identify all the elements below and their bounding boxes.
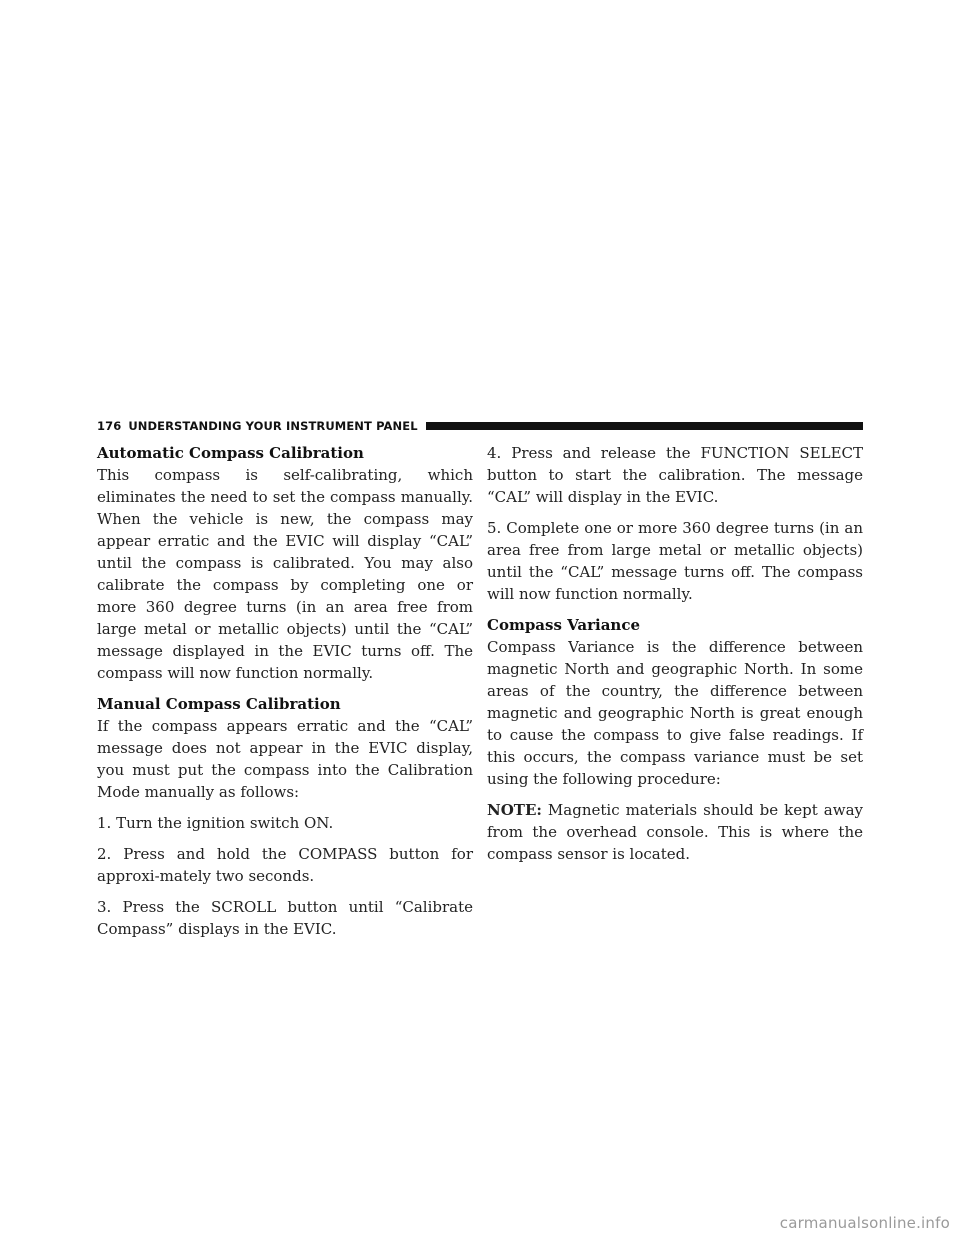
step-2: 2. Press and hold the COMPASS button for approxi-mately two seconds. (97, 845, 473, 885)
manual-calibration-heading: Manual Compass Calibration (97, 695, 341, 713)
page-header (97, 419, 863, 433)
left-column (97, 442, 473, 949)
compass-variance-paragraph: Compass Variance is the difference between magnetic North and geographic North. In some areas of the country, the difference between magnetic and geographic North is great enough to cause the compass to give false readings. If this occurs, the compass variance must be set using the following procedure: (487, 638, 863, 788)
manual-calibration-paragraph: If the compass appears erratic and the “CAL” message does not appear in the EVIC display, you must put the compass into the Calibration Mode manually as follows: (97, 717, 473, 801)
note-text: Magnetic materials should be kept away from the overhead console. This is where the compass sensor is located. (487, 801, 863, 863)
right-column (487, 442, 863, 874)
site-watermark: carmanualsonline.info (779, 1214, 950, 1232)
step-4: 4. Press and release the FUNCTION SELECT button to start the calibration. The message “CAL” will display in the EVIC. (487, 444, 863, 506)
note-paragraph (487, 799, 863, 865)
automatic-calibration-paragraph: This compass is self-calibrating, which eliminates the need to set the compass manually. When the vehicle is new, the compass may appear erratic and the EVIC will display “CAL” until the compass is calibrated. You may also calibrate the compass by completing one or more 360 degree turns (in an area free from large metal or metallic objects) until the “CAL” message displayed in the EVIC turns off. The compass will now function normally. (97, 466, 473, 682)
header-rule (426, 422, 863, 430)
compass-variance-heading: Compass Variance (487, 616, 641, 634)
step-5: 5. Complete one or more 360 degree turns (in an area free from large metal or metallic objects) until the “CAL” message turns off. The compass will now function normally. (487, 519, 863, 603)
step-1: 1. Turn the ignition switch ON. (97, 814, 334, 832)
automatic-calibration-heading: Automatic Compass Calibration (97, 444, 364, 462)
step-3: 3. Press the SCROLL button until “Calibrate Compass” displays in the EVIC. (97, 898, 473, 938)
note-label: NOTE: (487, 801, 542, 819)
page-number: 176 (97, 419, 122, 433)
section-title: UNDERSTANDING YOUR INSTRUMENT PANEL (128, 419, 418, 433)
